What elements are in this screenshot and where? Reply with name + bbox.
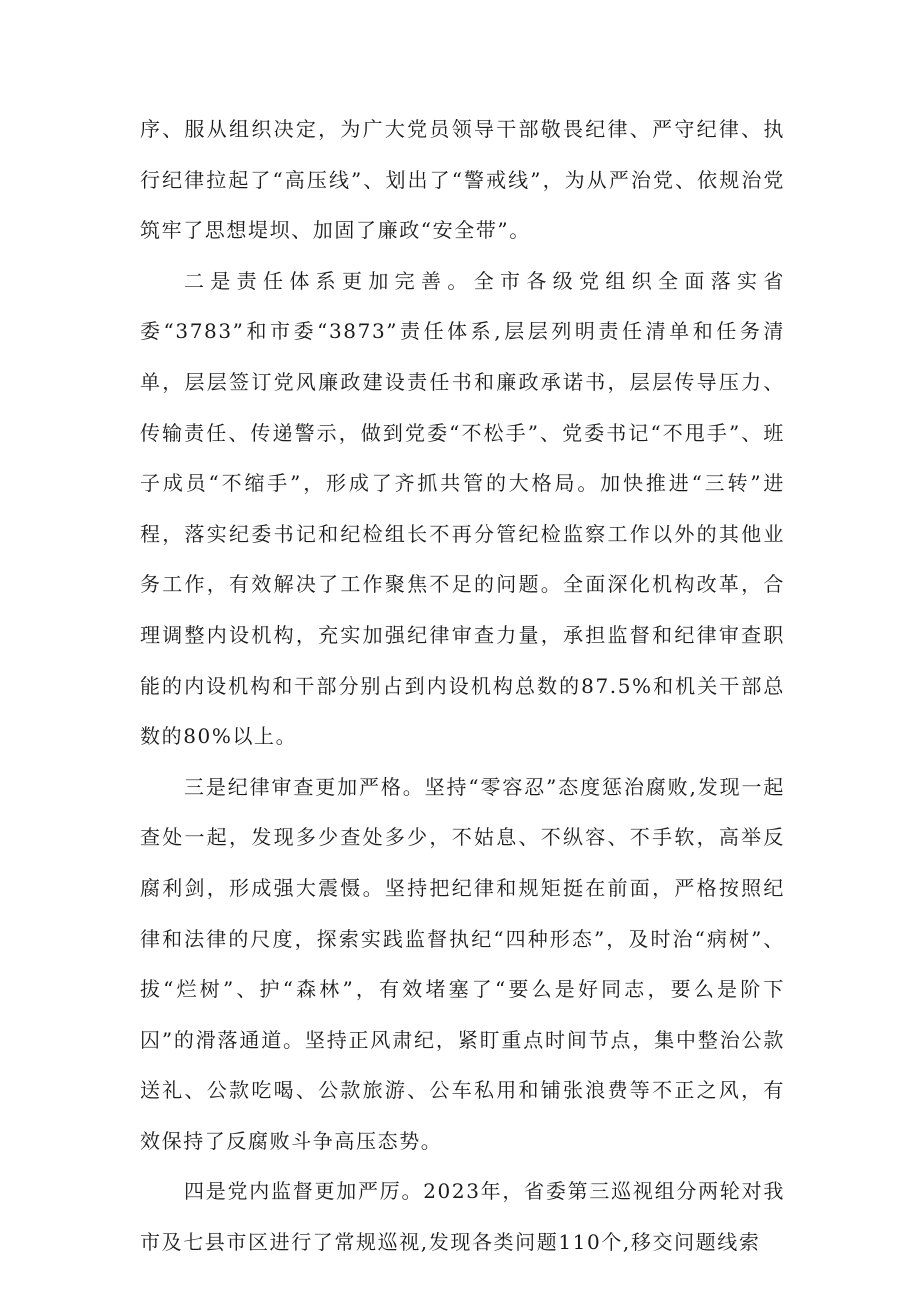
document-body <box>140 104 785 1268</box>
paragraph-continuation: 序、服从组织决定，为广大党员领导干部敬畏纪律、严守纪律、执行纪律拉起了“高压线”、划出了“警戒线”，为从严治党、依规治党筑牢了思想堤坝、加固了廉政“安全带”。 <box>140 117 785 243</box>
paragraph-party-supervision: 四是党内监督更加严厉。2023年，省委第三巡视组分两轮对我市及七县市区进行了常规巡视,发现各类问题110个,移交问题线索 <box>140 1179 785 1255</box>
paragraph-discipline-review: 三是纪律审查更加严格。坚持“零容忍”态度惩治腐败,发现一起查处一起，发现多少查处多少，不姑息、不纵容、不手软，高举反腐利剑，形成强大震慑。坚持把纪律和规矩挺在前面，严格按照纪律和法律的尺度，探索实践监督执纪“四种形态”，及时治“病树”、拔“烂树”、护“森林”，有效堵塞了“要么是好同志，要么是阶下囚”的滑落通道。坚持正风肃纪，紧盯重点时间节点，集中整治公款送礼、公款吃喝、公款旅游、公车私用和铺张浪费等不正之风，有效保持了反腐败斗争高压态势。 <box>140 774 785 1153</box>
paragraph-responsibility-system: 二是责任体系更加完善。全市各级党组织全面落实省委“3783”和市委“3873”责任体系,层层列明责任清单和任务清单，层层签订党风廉政建设责任书和廉政承诺书，层层传导压力、传输责任、传递警示，做到党委“不松手”、党委书记“不甩手”、班子成员“不缩手”，形成了齐抓共管的大格局。加快推进“三转”进程，落实纪委书记和纪检组长不再分管纪检监察工作以外的其他业务工作，有效解决了工作聚焦不足的问题。全面深化机构改革，合理调整内设机构，充实加强纪律审查力量，承担监督和纪律审查职能的内设机构和干部分别占到内设机构总数的87.5%和机关干部总数的80%以上。 <box>140 268 785 749</box>
